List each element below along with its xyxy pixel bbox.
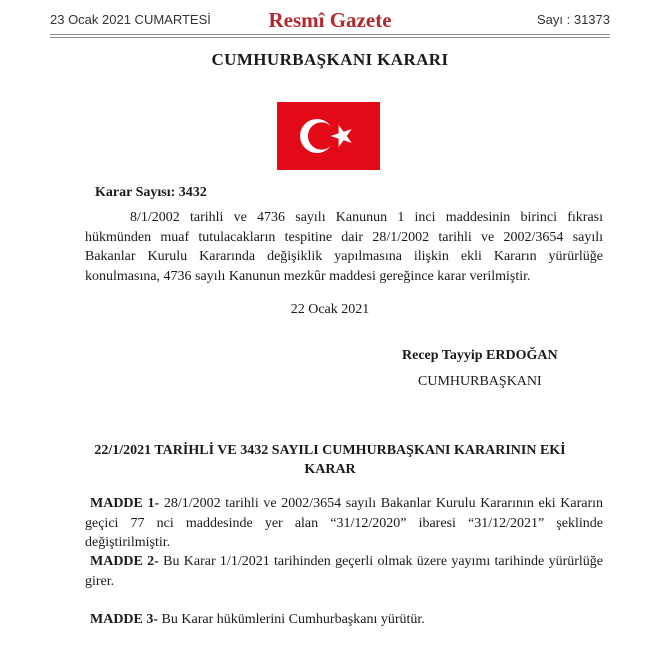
issue-number: Sayı : 31373 (537, 12, 610, 27)
header-divider-top (50, 34, 610, 35)
gazette-header (50, 8, 610, 34)
article-1-text: 28/1/2002 tarihli ve 2002/3654 sayılı Bakanlar Kurulu Kararının eki Kararın geçici 77 nci maddesinde yer alan “31/12/2020” ibaresi “31/12/2021” şeklinde değiştirilmiştir. (85, 496, 604, 550)
gazette-name: Resmî Gazete (268, 8, 392, 32)
decision-body: 8/1/2002 tarihli ve 4736 sayılı Kanunun 1 inci maddesinin birinci fıkrası hükmünden muaf tutulacakların tespitine dair 28/1/2002 tarihli ve 2002/3654 sayılı Bakanlar Kurulu Kararında değişiklik yapılmasına ilişkin ekli Kararın yürürlüğe konulmasına, 4736 sayılı Kanunun mezkûr maddesi gereğince karar verilmiştir. (85, 210, 603, 284)
article-2-text: Bu Karar 1/1/2021 tarihinden geçerli olmak üzere yayımı tarihinde yürürlüğe girer. (85, 554, 603, 589)
article-1-label: MADDE 1- (90, 496, 160, 511)
article-3-label: MADDE 3- (90, 612, 159, 627)
header-divider-bottom (50, 37, 610, 38)
article-3 (90, 610, 603, 630)
annex-title-line1: 22/1/2021 TARİHLİ VE 3432 SAYILI CUMHURBAŞKANI KARARININ EKİ (94, 443, 566, 458)
decision-date: 22 Ocak 2021 (290, 302, 370, 317)
signatory-name: Recep Tayyip ERDOĞAN (402, 348, 558, 363)
article-2 (85, 552, 603, 591)
article-3-text: Bu Karar hükümlerini Cumhurbaşkanı yürütür. (158, 612, 425, 627)
turkish-flag-icon (277, 102, 380, 170)
article-2-label: MADDE 2- (90, 554, 159, 569)
signatory-title: CUMHURBAŞKANI (418, 374, 542, 389)
publication-date: 23 Ocak 2021 CUMARTESİ (50, 12, 211, 27)
decision-number: Karar Sayısı: 3432 (95, 185, 207, 200)
decree-title: CUMHURBAŞKANI KARARI (211, 50, 449, 69)
annex-title-line2: KARAR (304, 462, 356, 477)
annex-title (60, 441, 600, 479)
article-1 (85, 494, 603, 553)
